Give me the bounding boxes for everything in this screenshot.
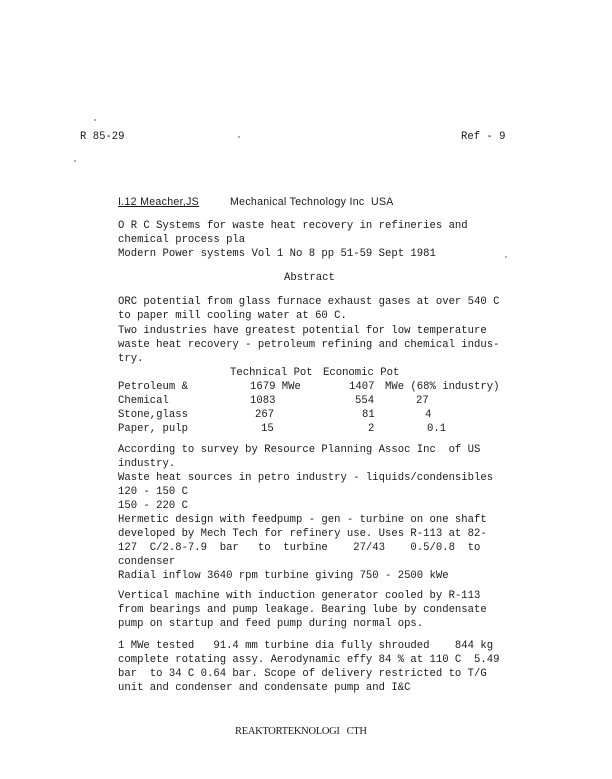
intro-line: to paper mill cooling water at 60 C. <box>118 310 347 322</box>
cell-extra: 0.1 <box>427 423 447 435</box>
machine-line: Vertical machine with induction generator cooled by R-113 <box>118 590 481 602</box>
cell-economic: 1407 <box>349 381 375 393</box>
survey-line: Waste heat sources in petro industry - liquids/condensibles <box>118 472 494 484</box>
title-line: chemical process pla <box>118 234 246 246</box>
abstract-heading: Abstract <box>284 272 335 284</box>
cell-technical: 15 <box>261 423 274 435</box>
report-number: R 85-29 <box>80 131 125 143</box>
scan-speck <box>94 119 96 121</box>
intro-line: waste heat recovery - petroleum refining and chemical indus- <box>118 339 500 351</box>
survey-line: 120 - 150 C <box>118 486 188 498</box>
survey-line: condenser <box>118 556 176 568</box>
reference-number: Ref - 9 <box>461 131 506 143</box>
survey-line: Radial inflow 3640 rpm turbine giving 750 - 2500 kWe <box>118 570 449 582</box>
table-header: Economic Pot <box>323 367 400 379</box>
title-line: O R C Systems for waste heat recovery in refineries and <box>118 220 468 232</box>
row-label: Paper, pulp <box>118 423 188 435</box>
scan-speck <box>505 256 507 258</box>
cell-extra: 27 <box>416 395 429 407</box>
table-header: Technical Pot <box>230 367 313 379</box>
cell-extra: MWe (68% industry) <box>385 381 500 393</box>
footer-institution: REAKTORTEKNOLOGI CTH <box>235 726 367 737</box>
test-line: unit and condenser and condensate pump and I&C <box>118 682 411 694</box>
source: Modern Power systems Vol 1 No 8 pp 51-59 Sept 1981 <box>118 248 436 260</box>
row-label: Petroleum & <box>118 381 188 393</box>
intro-line: Two industries have greatest potential for low temperature <box>118 325 487 337</box>
cell-technical: 1679 MWe <box>250 381 301 393</box>
scan-speck <box>74 160 76 162</box>
test-line: bar to 34 C 0.64 bar. Scope of delivery restricted to T/G <box>118 668 487 680</box>
cell-economic: 554 <box>355 395 375 407</box>
cell-extra: 4 <box>425 409 432 421</box>
row-label: Stone,glass <box>118 409 188 421</box>
cell-economic: 81 <box>362 409 375 421</box>
intro-line: ORC potential from glass furnace exhaust gases at over 540 C <box>118 296 500 308</box>
cell-economic: 2 <box>368 423 375 435</box>
author: I.12 Meacher,JS <box>118 196 200 208</box>
machine-line: from bearings and pump leakage. Bearing lube by condensate <box>118 604 487 616</box>
test-line: complete rotating assy. Aerodynamic effy 84 % at 110 C 5.49 <box>118 654 500 666</box>
test-line: 1 MWe tested 91.4 mm turbine dia fully shrouded 844 kg <box>118 640 494 652</box>
scan-speck <box>238 136 240 138</box>
row-label: Chemical <box>118 395 169 407</box>
machine-line: pump on startup and feed pump during normal ops. <box>118 618 424 630</box>
survey-line: industry. <box>118 458 176 470</box>
affiliation: Mechanical Technology Inc USA <box>230 196 394 208</box>
cell-technical: 1083 <box>250 395 276 407</box>
survey-line: 150 - 220 C <box>118 500 188 512</box>
survey-line: developed by Mech Tech for refinery use. Uses R-113 at 82- <box>118 528 487 540</box>
cell-technical: 267 <box>255 409 275 421</box>
survey-line: Hermetic design with feedpump - gen - turbine on one shaft <box>118 514 487 526</box>
survey-line: 127 C/2.8-7.9 bar to turbine 27/43 0.5/0.8 to <box>118 542 481 554</box>
intro-line: try. <box>118 353 144 365</box>
survey-line: According to survey by Resource Planning Assoc Inc of US <box>118 444 481 456</box>
